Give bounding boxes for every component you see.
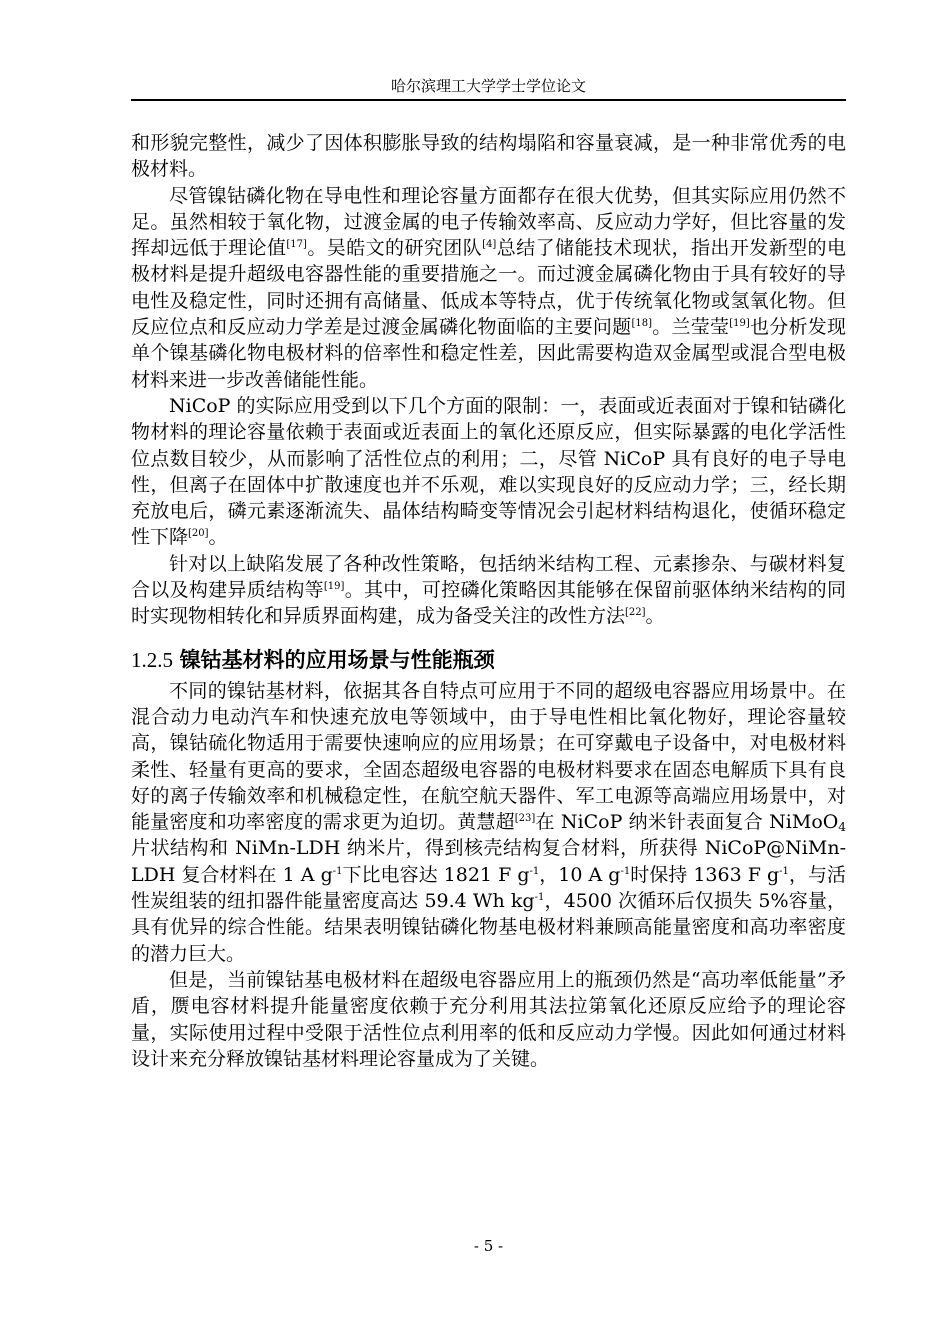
- citation-19: [19]: [323, 581, 345, 593]
- paragraph-3: 针对以上缺陷发展了各种改性策略，包括纳米结构工程、元素掺杂、与碳材料复合以及构建异质结构等[19]。其中，可控磷化策略因其能够在保留前驱体纳米结构的同时实现物相转化和异质界面构建，成为备受关注的改性方法[22]。: [131, 552, 846, 628]
- paragraph-5: 但是，当前镍钴基电极材料在超级电容器应用上的瓶颈仍然是“高功率低能量”矛盾，赝电容材料提升能量密度依赖于充分利用其法拉第氧化还原反应给予的理论容量，实际使用过程中受限于活性位点利用率的低和反应动力学慢。因此如何通过材料设计来充分释放镍钴基材料理论容量成为了关键。: [131, 968, 846, 1070]
- citation-20: [20]: [188, 528, 209, 540]
- page-number: - 5 -: [473, 1237, 504, 1255]
- superscript: -1: [620, 865, 631, 877]
- header-title: 哈尔滨理工大学学士学位论文: [390, 77, 586, 95]
- header-rule: [131, 99, 846, 101]
- paragraph-1: 尽管镍钴磷化物在导电性和理论容量方面都存在很大优势，但其实际应用仍然不足。虽然相较于氧化物，过渡金属的电子传输效率高、反应动力学好，但比容量的发挥却远低于理论值[17]。吴皓文的研究团队[4]总结了储能技术现状，指出开发新型的电极材料是提升超级电容器性能的重要措施之一。而过渡金属磷化物由于具有较好的导电性及稳定性，同时还拥有高储量、低成本等特点，优于传统氧化物或氢氧化物。但反应位点和反应动力学差是过渡金属磷化物面临的主要问题[18]。兰莹莹[19]也分析发现单个镍基磷化物电极材料的倍率性和稳定性差，因此需要构造双金属型或混合型电极材料来进一步改善储能性能。: [131, 184, 846, 391]
- page-header: [131, 76, 846, 96]
- superscript: -1: [534, 892, 545, 904]
- citation-23: [23]: [514, 813, 536, 825]
- paragraph-4: 不同的镍钴基材料，依据其各自特点可应用于不同的超级电容器应用场景中。在混合动力电动汽车和快速充放电等领域中，由于导电性相比氧化物好，理论容量较高，镍钴硫化物适用于需要快速响应的应用场景；在可穿戴电子设备中，对电极材料柔性、轻量有更高的要求，全固态超级电容器的电极材料要求在固态电解质下具有良好的离子传输效率和机械稳定性，在航空航天器件、军工电源等高端应用场景中，对能量密度和功率密度的需求更为迫切。黄慧超[23]在 NiCoP 纳米针表面复合 NiMoO$_4$片状结构和 NiMn-LDH 纳米片，得到核壳结构复合材料，所获得 NiCoP@NiMn-LDH 复合材料在 1 A $g^{-1}$下比电容达 1821 F $g^{-1}$，10 A $g^{-1}$时保持 1363 F $g^{-1}$，与活性炭组装的纽扣器件能量密度高达 59.4 Wh $kg^{-1}$，4500 次循环后仅损失 5%容量，具有优异的综合性能。结果表明镍钴磷化物基电极材料兼顾高能量密度和高功率密度的潜力巨大。: [131, 679, 847, 965]
- superscript: -1: [529, 865, 540, 877]
- body-text: [131, 130, 846, 1072]
- superscript: -1: [332, 865, 343, 877]
- citation-4: [4]: [482, 239, 497, 251]
- paragraph-2: NiCoP 的实际应用受到以下几个方面的限制：一，表面或近表面对于镍和钴磷化物材料的理论容量依赖于表面或近表面上的氧化还原反应，但实际暴露的电化学活性位点数目较少，从而影响了活性位点的利用；二，尽管 NiCoP 具有良好的电子导电性，但离子在固体中扩散速度也并不乐观，难以实现良好的反应动力学；三，经长期充放电后，磷元素逐渐流失、晶体结构畸变等情况会引起材料结构退化，使循环稳定性下降[20]。: [131, 394, 846, 549]
- section-title: 镍钴基材料的应用场景与性能瓶颈: [179, 647, 495, 672]
- subscript: 4: [838, 820, 846, 835]
- citation-19: [19]: [729, 318, 750, 330]
- superscript: -1: [779, 865, 789, 877]
- section-heading: [131, 645, 846, 675]
- citation-22: [22]: [625, 607, 646, 619]
- section-number: 1.2.5: [131, 647, 173, 672]
- citation-17: [17]: [286, 239, 307, 251]
- citation-18: [18]: [631, 318, 652, 330]
- paragraph-continued: 和形貌完整性，减少了因体积膨胀导致的结构塌陷和容量衰减，是一种非常优秀的电极材料。: [131, 132, 846, 181]
